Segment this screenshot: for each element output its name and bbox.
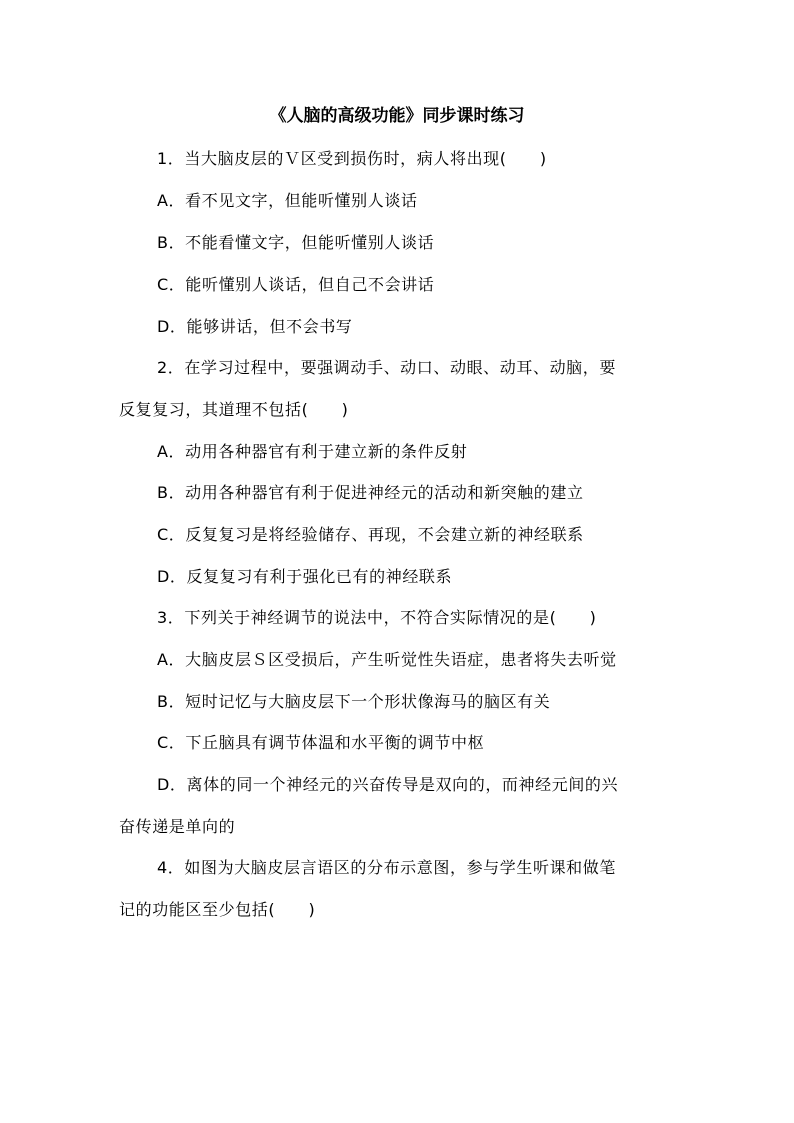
- question-1-stem: 1．当大脑皮层的Ｖ区受到损伤时，病人将出现( ): [157, 149, 547, 168]
- question-2-stem-line-2: 反复复习，其道理不包括( ): [119, 400, 349, 419]
- question-3-option-c: C．下丘脑具有调节体温和水平衡的调节中枢: [157, 733, 485, 752]
- question-4-stem-line-2: 记的功能区至少包括( ): [119, 900, 316, 919]
- question-1-option-b: B．不能看懂文字，但能听懂别人谈话: [157, 233, 435, 252]
- question-2-option-d: D．反复复习有利于强化已有的神经联系: [157, 567, 453, 586]
- question-4-stem-line-1: 4．如图为大脑皮层言语区的分布示意图，参与学生听课和做笔: [157, 858, 616, 877]
- question-2-option-b: B．动用各种器官有利于促进神经元的活动和新突触的建立: [157, 483, 584, 502]
- question-1-option-d: D．能够讲话，但不会书写: [157, 317, 353, 336]
- question-2-option-c: C．反复复习是将经验储存、再现，不会建立新的神经联系: [157, 525, 584, 544]
- question-1-option-a: A．看不见文字，但能听懂别人谈话: [157, 191, 418, 210]
- question-1-option-c: C．能听懂别人谈话，但自己不会讲话: [157, 275, 435, 294]
- question-2-option-a: A．动用各种器官有利于建立新的条件反射: [157, 442, 468, 461]
- question-3-option-a: A．大脑皮层Ｓ区受损后，产生听觉性失语症，患者将失去听觉: [157, 650, 617, 669]
- question-2-stem-line-1: 2．在学习过程中，要强调动手、动口、动眼、动耳、动脑，要: [157, 358, 616, 377]
- question-3-stem: 3．下列关于神经调节的说法中，不符合实际情况的是( ): [157, 608, 597, 627]
- question-3-option-d-line-1: D．离体的同一个神经元的兴奋传导是双向的，而神经元间的兴: [157, 775, 619, 794]
- page-title: 《人脑的高级功能》同步课时练习: [269, 106, 525, 126]
- question-3-option-d-line-2: 奋传递是单向的: [119, 817, 236, 836]
- question-3-option-b: B．短时记忆与大脑皮层下一个形状像海马的脑区有关: [157, 692, 551, 711]
